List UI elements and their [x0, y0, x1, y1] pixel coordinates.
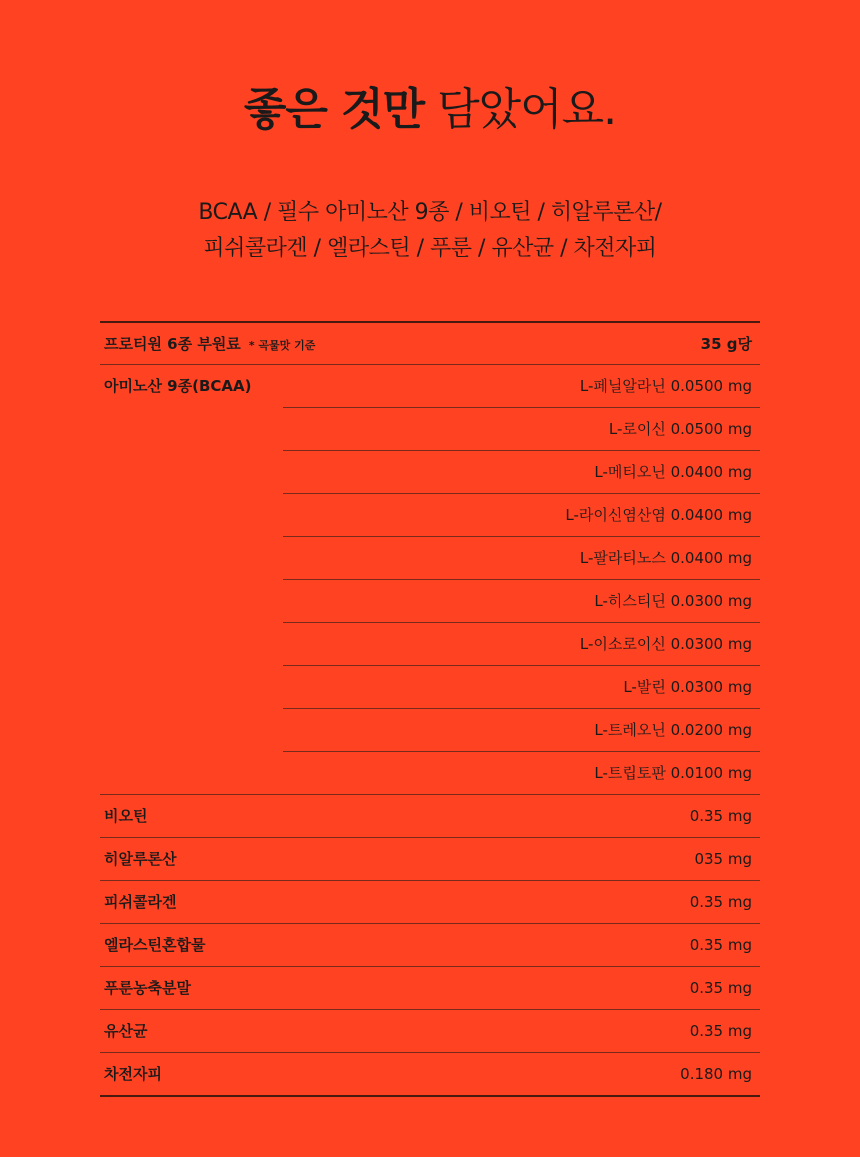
headline-light: 담았어요. [437, 84, 617, 135]
table-row [100, 708, 760, 751]
ingredient-name: 푸룬농축분말 [104, 979, 191, 997]
amino-value: L-메티오닌 0.0400 mg [594, 463, 752, 481]
table-row [100, 923, 760, 966]
table-row [100, 364, 760, 407]
amino-value: L-발린 0.0300 mg [623, 678, 752, 696]
table-row [100, 622, 760, 665]
amino-value: L-이소로이신 0.0300 mg [579, 635, 752, 653]
amino-value: L-팔라티노스 0.0400 mg [579, 549, 752, 567]
table-row [100, 880, 760, 923]
table-row [100, 450, 760, 493]
amino-value: L-트레오닌 0.0200 mg [594, 721, 752, 739]
ingredient-table [100, 321, 760, 1097]
ingredient-amount: 0.35 mg [689, 807, 752, 825]
table-row [100, 751, 760, 794]
serving-size: 35 g당 [700, 335, 752, 353]
table-row [100, 1009, 760, 1052]
ingredient-name: 히알루론산 [104, 850, 177, 868]
ingredient-amount: 0.180 mg [680, 1065, 752, 1083]
ingredient-amount: 0.35 mg [689, 979, 752, 997]
table-bottom-rule [100, 1095, 760, 1097]
table-row [100, 493, 760, 536]
table-row [100, 407, 760, 450]
table-header-row [100, 321, 760, 364]
ingredient-name: 피쉬콜라겐 [104, 893, 177, 911]
ingredient-amount: 0.35 mg [689, 1022, 752, 1040]
amino-value: L-히스티딘 0.0300 mg [594, 592, 752, 610]
amino-value: L-라이신염산염 0.0400 mg [565, 506, 752, 524]
table-row [100, 794, 760, 837]
ingredient-name: 유산균 [104, 1022, 148, 1040]
table-row [100, 1052, 760, 1095]
headline [0, 80, 860, 140]
table-row [100, 579, 760, 622]
table-row [100, 665, 760, 708]
ingredient-name: 엘라스틴혼합물 [104, 936, 206, 954]
amino-value: L-로이신 0.0500 mg [608, 420, 752, 438]
table-row [100, 536, 760, 579]
table-header-title: 프로티원 6종 부원료 [104, 335, 241, 353]
ingredient-amount: 0.35 mg [689, 893, 752, 911]
amino-value: L-페닐알라닌 0.0500 mg [579, 377, 752, 395]
ingredient-amount: 035 mg [694, 850, 752, 868]
ingredients-line-1: BCAA / 필수 아미노산 9종 / 비오틴 / 히알루론산/ [198, 200, 662, 225]
ingredient-name: 비오틴 [104, 807, 148, 825]
ingredients-line-2: 피쉬콜라겐 / 엘라스틴 / 푸룬 / 유산균 / 차전자피 [203, 236, 657, 261]
table-row [100, 966, 760, 1009]
table-row [100, 837, 760, 880]
amino-value: L-트립토판 0.0100 mg [594, 764, 752, 782]
amino-group-label: 아미노산 9종(BCAA) [104, 377, 252, 395]
table-header-note: * 곡물맛 기준 [248, 339, 316, 352]
ingredient-name: 차전자피 [104, 1065, 162, 1083]
headline-bold: 좋은 것만 [243, 84, 425, 135]
ingredient-amount: 0.35 mg [689, 936, 752, 954]
